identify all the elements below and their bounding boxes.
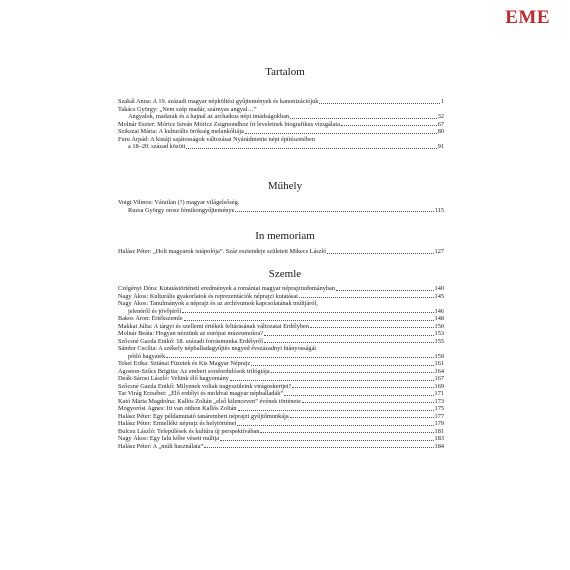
section-heading-tartalom: Tartalom <box>265 66 305 78</box>
toc-entry[interactable] <box>118 293 444 301</box>
toc-entry-text: Bakos Áron: Értékszemle <box>118 315 183 322</box>
dot-leader <box>220 440 433 441</box>
toc-entry[interactable] <box>118 405 444 413</box>
toc-entry-text: Szakál Anna: A 19. századi magyar népköltési gyűjtemények és kanonizációjuk <box>118 98 319 105</box>
toc-muhely <box>118 199 444 214</box>
dot-leader <box>182 312 433 313</box>
section-heading-inmemoriam: In memoriam <box>255 230 315 242</box>
toc-entry-line <box>118 106 444 114</box>
toc-entry-line <box>118 345 444 353</box>
toc-entry-text: Halász Péter: A „múlt használata” <box>118 442 204 450</box>
toc-entry[interactable] <box>118 413 444 421</box>
toc-entry-line-last <box>118 383 444 391</box>
toc-entry-text: Kató Mária Magdolna: Kallós Zoltán „első kilenceven” évének története <box>118 397 301 405</box>
toc-entry[interactable] <box>118 443 444 451</box>
toc-entry-text: Nagy Ákos: Kulturális gyakorlatok és reprezentációk néprajzi kutatásai <box>118 292 298 300</box>
toc-entry-line-last <box>118 360 444 368</box>
toc-page-number: 145 <box>434 292 444 300</box>
dot-leader <box>284 395 433 396</box>
toc-page-number: 169 <box>434 382 444 390</box>
toc-entry[interactable] <box>118 136 444 151</box>
toc-page-number: 181 <box>434 427 444 435</box>
toc-entry-line-last <box>118 330 444 338</box>
dot-leader <box>186 148 436 149</box>
toc-entry-line-last <box>118 315 444 323</box>
dot-leader <box>299 297 434 298</box>
toc-entry[interactable] <box>118 323 444 331</box>
toc-szemle <box>118 285 444 450</box>
toc-entry-line-last <box>118 293 444 301</box>
toc-entry-text: Deák-Sárosi László: Velünk élő hagyomány <box>118 375 229 382</box>
toc-page-number: 91 <box>437 143 444 150</box>
toc-entry-line-last <box>118 248 444 256</box>
toc-page-number: 140 <box>434 285 444 292</box>
dot-leader <box>327 253 433 254</box>
toc-entry[interactable] <box>118 390 444 398</box>
toc-entry-line <box>118 300 444 308</box>
toc-entry-line-last <box>118 143 444 151</box>
toc-entry[interactable] <box>118 420 444 428</box>
toc-page-number: 164 <box>434 367 444 375</box>
dot-leader <box>302 402 434 403</box>
toc-entry[interactable] <box>118 128 444 136</box>
dot-leader <box>204 447 433 448</box>
toc-entry-line <box>118 136 444 144</box>
toc-entry-text: Molnár Beáta: Hogyan nézzünk az európai múzeumokra? <box>118 330 264 337</box>
toc-entry-line-last <box>118 353 444 361</box>
toc-entry[interactable] <box>118 315 444 323</box>
toc-entry-text: a 18–20. század között <box>128 143 186 150</box>
toc-entry-line-last <box>118 398 444 406</box>
toc-entry-line-last <box>118 308 444 316</box>
dot-leader <box>238 410 434 411</box>
toc-entry[interactable] <box>118 199 444 214</box>
toc-entry-line-last <box>118 435 444 443</box>
toc-page-number: 148 <box>434 315 444 322</box>
dot-leader <box>264 335 433 336</box>
toc-page-number: 32 <box>437 113 444 120</box>
dot-leader <box>260 432 433 433</box>
toc-entry-line-last <box>118 121 444 129</box>
toc-page-number: 150 <box>434 322 444 330</box>
toc-page-number: 184 <box>434 442 444 450</box>
toc-page-number: 171 <box>434 390 444 397</box>
toc-entry[interactable] <box>118 98 444 106</box>
dot-leader <box>336 290 434 291</box>
toc-entry-text: Mogyorósi Ágnes: Itt van otthon Kallós Zoltán <box>118 405 237 412</box>
toc-entry-line-last <box>118 405 444 413</box>
toc-entry[interactable] <box>118 435 444 443</box>
toc-entry[interactable] <box>118 428 444 436</box>
toc-page-number: 177 <box>434 412 444 420</box>
toc-entry-text: Sándor Cecília: A székely népballadagyűjtés negyed évszázadnyi hiányosságát <box>118 345 317 352</box>
toc-entry-line-last <box>118 443 444 451</box>
toc-entry-line-last <box>118 113 444 121</box>
toc-entry-line-last <box>118 285 444 293</box>
toc-page-number: 173 <box>434 397 444 405</box>
toc-page-number: 179 <box>434 420 444 427</box>
dot-leader <box>292 387 433 388</box>
dot-leader <box>290 118 437 119</box>
toc-entry[interactable] <box>118 368 444 376</box>
toc-entry-text: Nagy Ákos: Tanulmányok a néprajz és az archívumok kapcsolatának múltjáról, <box>118 300 318 307</box>
toc-entry[interactable] <box>118 375 444 383</box>
toc-page-number: 159 <box>434 352 444 360</box>
toc-entry-line-last <box>118 428 444 436</box>
dot-leader <box>184 320 434 321</box>
toc-entry-text: pótló hagyaték <box>128 352 166 360</box>
toc-entry-line-last <box>118 413 444 421</box>
toc-page-number: 1 <box>440 98 444 105</box>
section-heading-szemle: Szemle <box>268 268 302 280</box>
dot-leader <box>271 372 434 373</box>
toc-entry[interactable] <box>118 383 444 391</box>
dot-leader <box>264 342 434 343</box>
toc-entry-text: Voigt Vilmos: Váratlan (?) magyar világelsőség. <box>118 199 240 206</box>
toc-entry-line-last <box>118 323 444 331</box>
dot-leader <box>245 133 437 134</box>
dot-leader <box>310 327 434 328</box>
toc-entry-text: Halász Péter: Ermelléki néprajz és helytörténet <box>118 420 237 427</box>
toc-tartalom <box>118 98 444 151</box>
publisher-logo: EME <box>505 7 550 28</box>
toc-entry-text: Furu Árpád: A kistáji sajátosságok változásai Nyárádmente népi építészetében <box>118 135 315 143</box>
toc-entry-text: Nagy Ákos: Egy falu kőbe vésett múltja <box>118 435 220 442</box>
toc-entry-line-last <box>118 420 444 428</box>
toc-inmemoriam <box>118 248 444 256</box>
toc-entry[interactable] <box>118 300 444 315</box>
toc-entry[interactable] <box>118 398 444 406</box>
toc-entry-line-last <box>118 338 444 346</box>
toc-entry-text: Szőcsné Gazda Enikő: Milyenek voltak nagyszüleink virágoskertjei? <box>118 382 292 390</box>
toc-entry-line-last <box>118 128 444 136</box>
dot-leader <box>235 211 433 212</box>
dot-leader <box>237 425 433 426</box>
toc-entry-text: Molnár Eszter: Móricz István Móricz Zsigmondhoz írt leveleinek biografikus vizsgálata <box>118 120 340 128</box>
toc-entry-line-last <box>118 368 444 376</box>
toc-page-number: 127 <box>434 248 444 255</box>
toc-entry[interactable] <box>118 285 444 293</box>
toc-entry[interactable] <box>118 330 444 338</box>
toc-entry-text: Tekei Erika: Sztánai Füzetek és Kis Magyar Néprajz <box>118 360 251 367</box>
toc-entry-text: Halász Péter: „Holt magyarok istápolója”. Száz esztendeje született Mikecs László <box>118 248 327 255</box>
toc-entry-text: Czégényi Dóra: Kutatástörténeti eredmények a romániai magyar néprajztudományban <box>118 285 335 292</box>
toc-entry-line <box>118 199 444 207</box>
toc-entry-text: Szőcsné Gazda Enikő: 18. századi forrásmunka Erdélyről <box>118 337 263 345</box>
toc-entry-text: Tar Virág Erzsébet: „Élő erdélyi és moldvai magyar népballadák” <box>118 390 284 397</box>
dot-leader <box>290 417 434 418</box>
dot-leader <box>319 103 439 104</box>
toc-page-number: 153 <box>434 330 444 337</box>
toc-page-number: 115 <box>434 206 444 214</box>
toc-entry[interactable] <box>118 121 444 129</box>
dot-leader <box>166 357 433 358</box>
toc-entry[interactable] <box>118 106 444 121</box>
toc-page-number: 67 <box>437 120 444 128</box>
toc-page-number: 161 <box>434 360 444 367</box>
toc-entry-line-last <box>118 207 444 215</box>
toc-page-number: 183 <box>434 435 444 442</box>
toc-entry[interactable] <box>118 345 444 360</box>
dot-leader <box>230 380 434 381</box>
toc-entry-line-last <box>118 375 444 383</box>
toc-entry-text: jelenéről és jövőjéről <box>128 307 182 315</box>
toc-entry-text: Angyalok, madarak és a hajnal az archaikus népi imádságokban <box>128 113 290 120</box>
toc-page-number: 155 <box>434 337 444 345</box>
section-heading-muhely: Műhely <box>267 180 303 192</box>
toc-entry-text: Takács György: „Nem szép madár, szárnyas angyal…” <box>118 105 257 113</box>
toc-entry-text: Szikszai Mária: A kulturális örökség melankóliája <box>118 128 244 135</box>
dot-leader <box>251 365 433 366</box>
dot-leader <box>341 125 437 126</box>
toc-entry-text: Ruzsa György orosz fémikongyűjteménye <box>128 206 235 214</box>
toc-entry[interactable] <box>118 360 444 368</box>
toc-entry-text: Bulcsu László: Települések és kultúra új perspektívában <box>118 427 260 435</box>
toc-page-number: 167 <box>434 375 444 382</box>
toc-page-number: 175 <box>434 405 444 412</box>
toc-entry-text: Halász Péter: Egy példamutató tanáremberi néprajzi gyűjtőmunkája <box>118 412 289 420</box>
toc-entry-line-last <box>118 98 444 106</box>
toc-page-number: 146 <box>434 307 444 315</box>
toc-entry-line-last <box>118 390 444 398</box>
toc-entry[interactable] <box>118 338 444 346</box>
toc-entry-text: Ágoston-Szűcs Brigitta: Az emberi sorsfordulósok trilógiája <box>118 367 270 375</box>
toc-entry[interactable] <box>118 248 444 256</box>
toc-entry-text: Makkai Júlia: A tárgyi és szellemi értékek feltárásának változatai Erdélyben <box>118 322 309 330</box>
toc-page-number: 80 <box>437 128 444 135</box>
